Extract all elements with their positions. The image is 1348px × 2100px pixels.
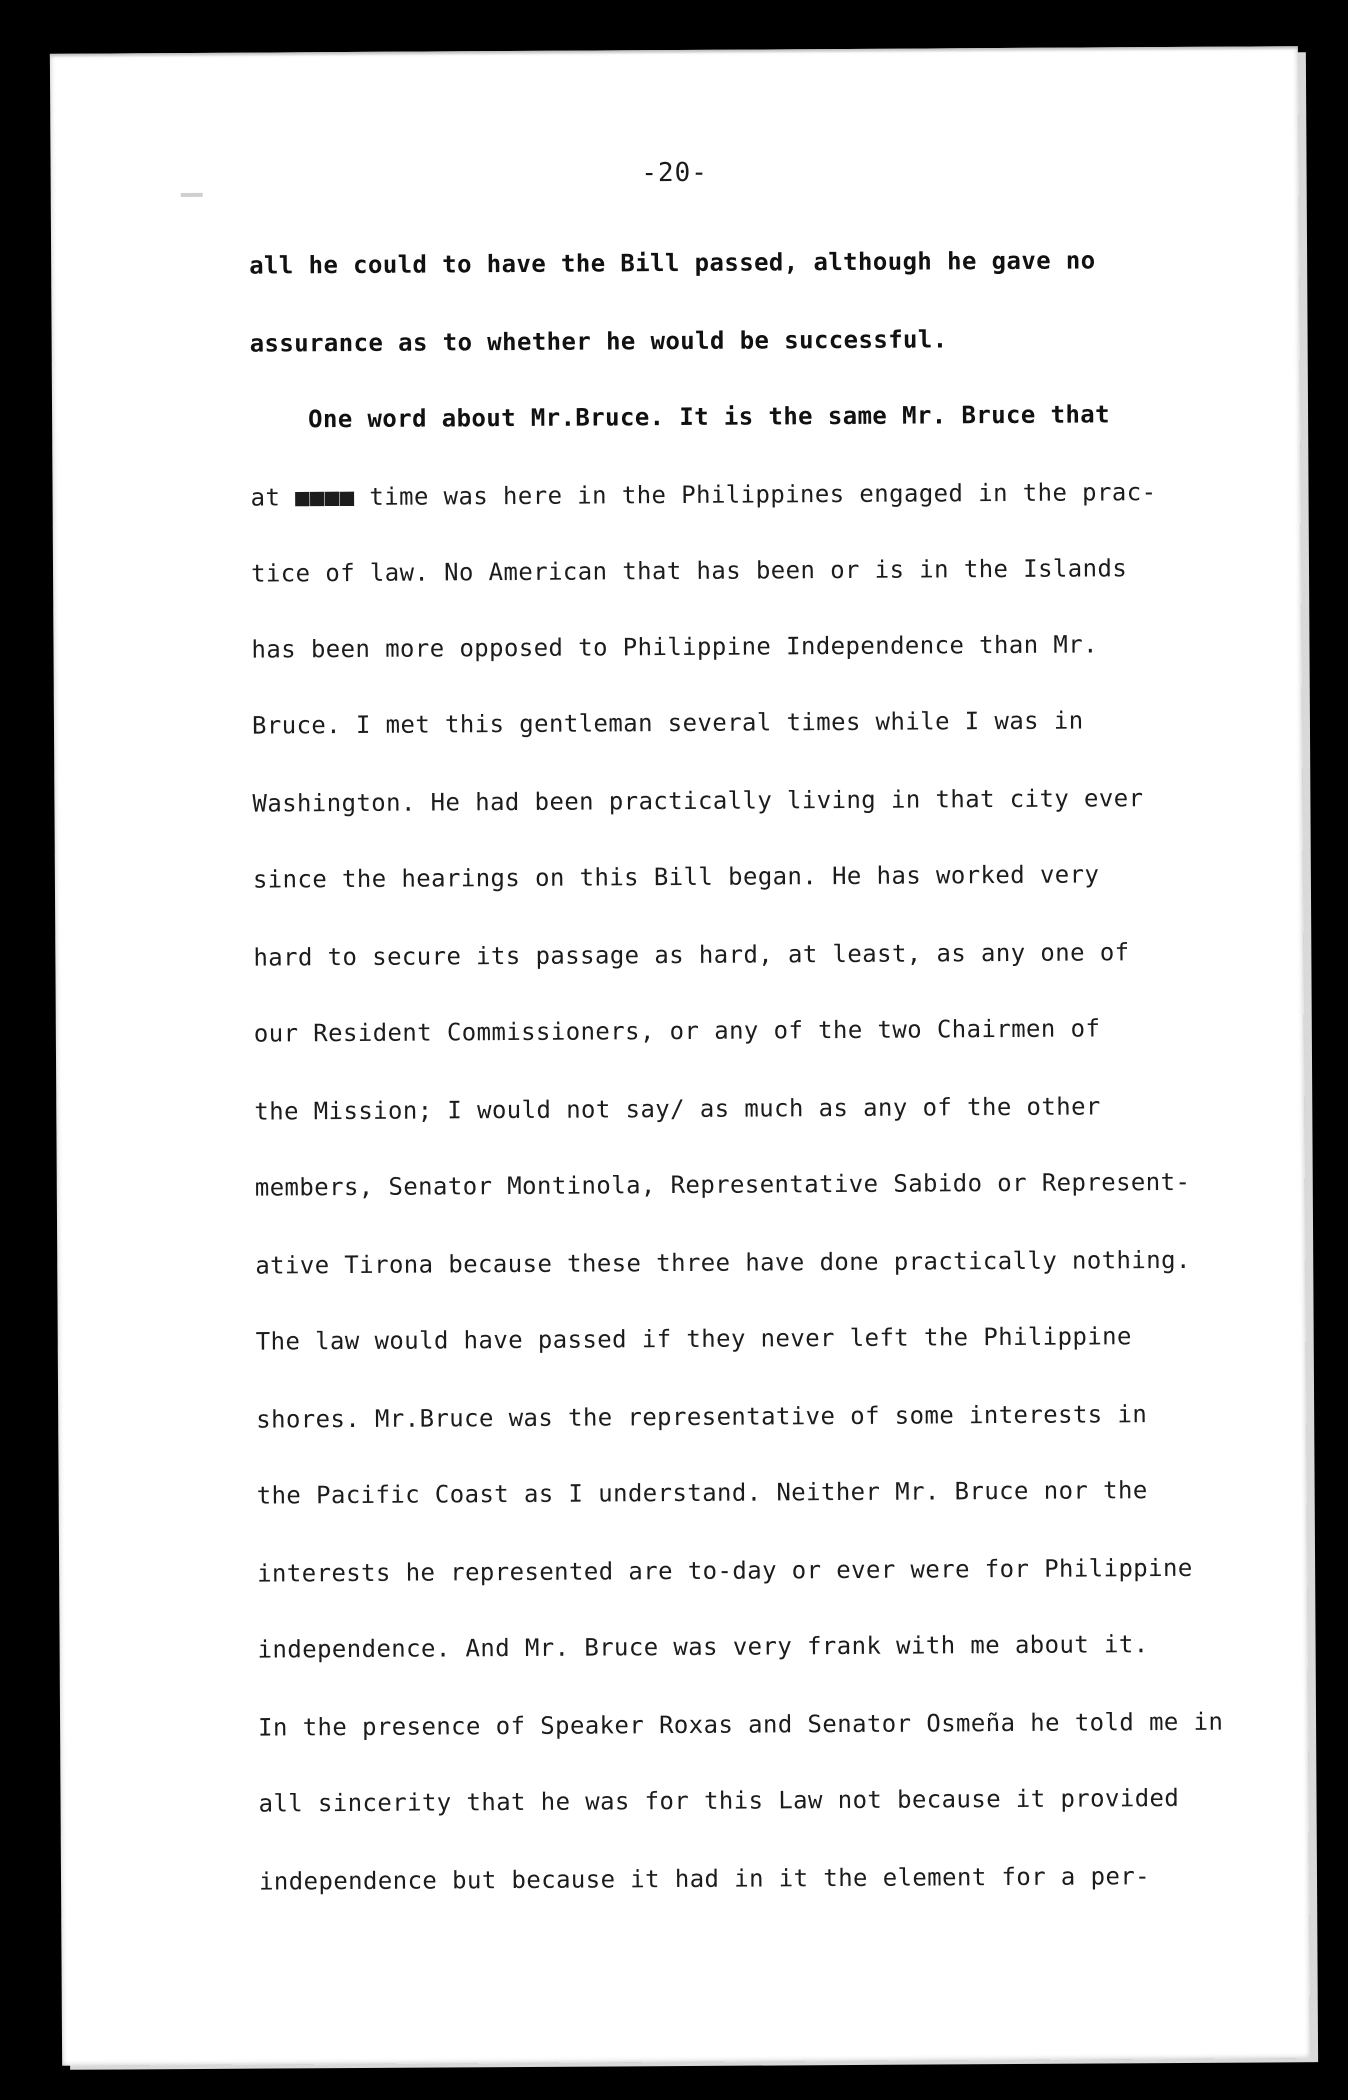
text-line-4: at ■■■■ time was here in the Philippines engaged in the prac- (250, 478, 1157, 512)
text-line-11: our Resident Commissioners, or any of the two Chairmen of (253, 1014, 1101, 1048)
text-line-15: The law would have passed if they never left the Philippine (255, 1322, 1132, 1356)
paper-mark (181, 193, 203, 197)
text-line-16: shores. Mr.Bruce was the representative of some interests in (256, 1400, 1148, 1434)
paper-top-edge (50, 46, 1298, 58)
text-line-12: the Mission; I would not say/ as much as any of the other (254, 1092, 1101, 1126)
text-line-22: independence but because it had in it the element for a per- (258, 1862, 1151, 1896)
text-line-10: hard to secure its passage as hard, at least, as any one of (253, 938, 1130, 972)
text-line-7: Bruce. I met this gentleman several times while I was in (251, 706, 1084, 740)
text-line-8: Washington. He had been practically living in that city ever (252, 784, 1144, 818)
text-line-6: has been more opposed to Philippine Independence than Mr. (251, 630, 1098, 664)
text-line-9: since the hearings on this Bill began. He has worked very (252, 860, 1100, 894)
page-number: -20- (641, 157, 709, 189)
text-line-1: all he could to have the Bill passed, although he gave no (249, 246, 1096, 280)
text-line-14: ative Tirona because these three have done practically nothing. (255, 1245, 1191, 1280)
text-line-19: independence. And Mr. Bruce was very frank with me about it. (257, 1630, 1149, 1664)
text-line-20: In the presence of Speaker Roxas and Senator Osmeña he told me in (258, 1707, 1224, 1742)
typewritten-page (50, 46, 1310, 2066)
text-line-5: tice of law. No American that has been or is in the Islands (250, 554, 1128, 588)
text-line-3: One word about Mr.Bruce. It is the same Mr. Bruce that (308, 400, 1111, 434)
text-line-13: members, Senator Montinola, Representative Sabido or Represent- (254, 1167, 1191, 1202)
text-line-18: interests he represented are to-day or ever were for Philippine (257, 1553, 1193, 1588)
text-line-17: the Pacific Coast as I understand. Neither Mr. Bruce nor the (256, 1476, 1148, 1510)
text-line-2: assurance as to whether he would be successful. (249, 325, 948, 358)
text-line-21: all sincerity that he was for this Law not because it provided (258, 1783, 1180, 1818)
